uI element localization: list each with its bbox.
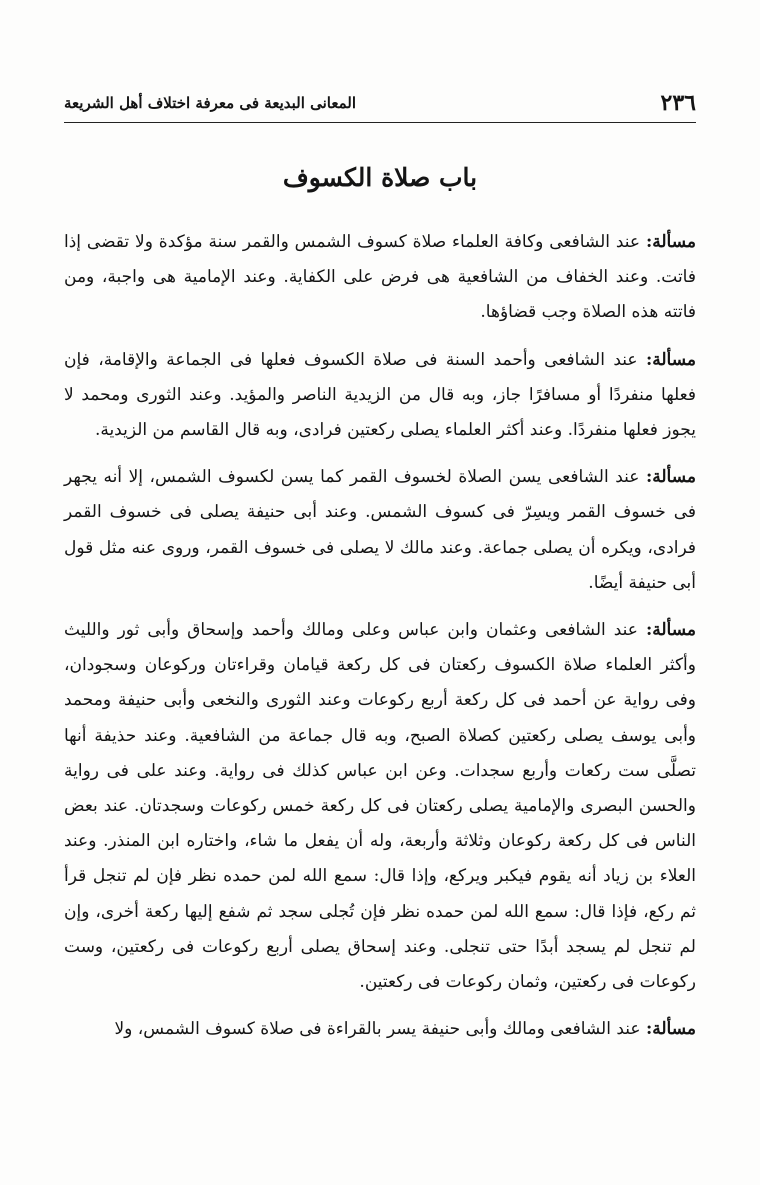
- paragraph-text: عند الشافعى وكافة العلماء صلاة كسوف الشمس والقمر سنة مؤكدة ولا تقضى إذا فاتت. وعند الخفاف من الشافعية هى فرض على الكفاية. وعند الإمامية هى واجبة، ومن فاتته هذه الصلاة وجب قضاؤها.: [64, 232, 696, 323]
- issue-label: مسألة:: [645, 1019, 696, 1040]
- paragraph-issue-2: [64, 343, 696, 449]
- paragraph-issue-3: [64, 460, 696, 601]
- issue-label: مسألة:: [645, 620, 697, 641]
- paragraph-text: عند الشافعى وعثمان وابن عباس وعلى ومالك وأحمد وإسحاق وأبى ثور والليث وأكثر العلماء صلاة الكسوف ركعتان فى كل ركعة قيامان وقراءتان وركوعان وسجودان، وفى رواية عن أحمد فى كل ركعة أربع ركوعات وعند الثورى والنخعى وأبى حنيفة ومحمد وأبى يوسف يصلى ركعتين كصلاة الصبح، وبه قال جماعة من الشافعية. وعند حذيفة أنها تصلَّى ست ركعات وأربع سجدات. وعن ابن عباس كذلك فى رواية. وعند على فى رواية والحسن البصرى والإمامية يصلى ركعتان فى كل ركعة خمس ركوعات وسجدتان. عند بعض الناس فى كل ركعة ركوعان وثلاثة وأربعة، وله أن يفعل ما شاء، واختاره ابن المنذر. وعند العلاء بن زياد أنه يقوم فيكبر ويركع، وإذا قال: سمع الله لمن حمده نظر فإن لم تنجل قرأ ثم ركع، فإذا قال: سمع الله لمن حمده نظر فإن تُجلى سجد ثم شفع إليها ركعة أخرى، وإن لم تنجل لم يسجد أبدًا حتى تنجلى. وعند إسحاق يصلى أربع ركوعات فى ركعتين، وست ركوعات فى ركعتين، وثمان ركوعات فى ركعتين.: [64, 620, 697, 993]
- paragraph-issue-4: [64, 613, 696, 1000]
- running-title: المعانى البديعة فى معرفة اختلاف أهل الشريعة: [64, 94, 357, 112]
- body-text: [64, 225, 696, 1059]
- issue-label: مسألة:: [645, 467, 697, 488]
- issue-label: مسألة:: [645, 232, 696, 252]
- paragraph-issue-5: [64, 1012, 696, 1047]
- running-header: [64, 82, 696, 123]
- paragraph-issue-1: [64, 225, 696, 331]
- page-number: ٢٣٦: [660, 90, 696, 116]
- paragraph-text: عند الشافعى ومالك وأبى حنيفة يسر بالقراءة فى صلاة كسوف الشمس، ولا: [114, 1019, 641, 1040]
- chapter-title: باب صلاة الكسوف: [282, 163, 478, 192]
- issue-label: مسألة:: [645, 349, 696, 370]
- paragraph-text: عند الشافعى وأحمد السنة فى صلاة الكسوف فعلها فى الجماعة والإقامة، فإن فعلها منفردًا أو مسافرًا جاز، وبه قال من الزيدية الناصر والمؤيد. وعند الثورى ومحمد لا يجوز فعلها منفردًا. وعند أكثر العلماء يصلى ركعتين فرادى، وبه قال القاسم من الزيدية.: [64, 349, 696, 441]
- paragraph-text: عند الشافعى يسن الصلاة لخسوف القمر كما يسن لكسوف الشمس، إلا أنه يجهر فى خسوف القمر ويسِرّ فى كسوف الشمس. وعند أبى حنيفة يصلى فى خسوف القمر فرادى، ويكره أن يصلى جماعة. وعند مالك لا يصلى فى خسوف القمر، وروى عنه مثل قول أبى حنيفة أيضًا.: [64, 467, 696, 593]
